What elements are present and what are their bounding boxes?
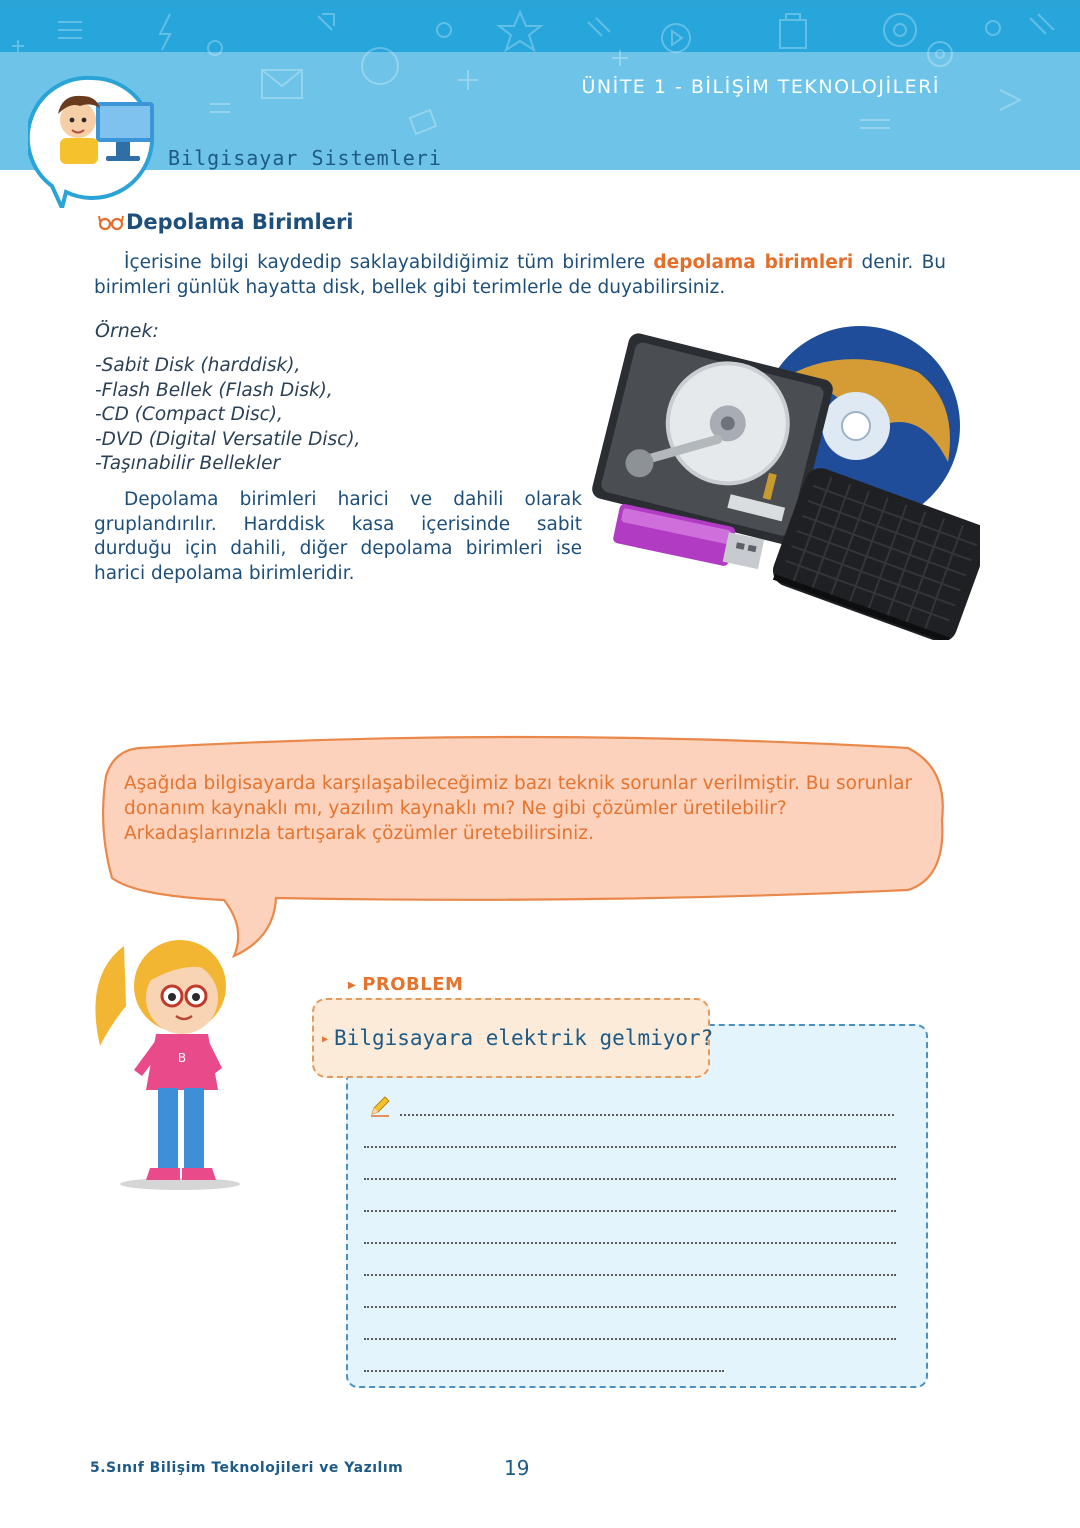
problem-text bbox=[322, 1026, 713, 1050]
list-item: -Sabit Disk (harddisk), bbox=[95, 355, 301, 376]
heading-text: Depolama Birimleri bbox=[126, 210, 354, 234]
answer-line[interactable] bbox=[364, 1178, 896, 1180]
section-title: Bilgisayar Sistemleri bbox=[168, 146, 442, 170]
section-heading bbox=[98, 210, 354, 234]
intro-before: İçerisine bilgi kaydedip saklayabildiğimiz tüm birimlere bbox=[124, 252, 654, 273]
answer-line[interactable] bbox=[364, 1274, 896, 1276]
girl-illustration bbox=[84, 916, 264, 1196]
answer-line[interactable] bbox=[364, 1370, 724, 1372]
example-label: Örnek: bbox=[95, 320, 159, 342]
list-item: -Flash Bellek (Flash Disk), bbox=[95, 379, 333, 401]
pencil-icon bbox=[368, 1094, 392, 1118]
list-item: -Taşınabilir Bellekler bbox=[95, 453, 281, 475]
page-number: 19 bbox=[504, 1456, 530, 1480]
svg-text:B: B bbox=[177, 1051, 187, 1065]
problem-question: Bilgisayara elektrik gelmiyor? bbox=[334, 1026, 714, 1050]
list-item: -DVD (Digital Versatile Disc), bbox=[95, 428, 361, 450]
grouping-paragraph bbox=[94, 488, 582, 587]
list-item: -CD (Compact Disc), bbox=[95, 404, 283, 426]
answer-line[interactable] bbox=[364, 1210, 896, 1212]
triangle-bullet-icon: ▶ bbox=[322, 1034, 329, 1045]
examples-list bbox=[95, 354, 360, 477]
answer-line[interactable] bbox=[364, 1306, 896, 1308]
storage-devices-illustration bbox=[588, 322, 980, 640]
activity-instructions: Aşağıda bilgisayarda karşılaşabileceğimiz bazı teknik sorunlar verilmiştir. Bu sorunlar donanım kaynaklı mı, yazılım kaynaklı mı? Ne gibi çözümler üretilebilir? Arkadaşlarınızla tartışarak çözümler üretebilirsiniz. bbox=[124, 773, 913, 844]
section-logo bbox=[28, 74, 168, 208]
problem-label bbox=[348, 974, 463, 995]
answer-area[interactable] bbox=[346, 1024, 928, 1388]
problem-label-text: PROBLEM bbox=[362, 974, 464, 995]
grouping-text: Depolama birimleri harici ve dahili olarak gruplandırılır. Harddisk kasa içerisinde sabit durduğu için dahili, diğer depolama birimleri ise harici depolama birimleridir. bbox=[94, 489, 582, 585]
footer-book-title: 5.Sınıf Bilişim Teknolojileri ve Yazılım bbox=[90, 1460, 404, 1476]
answer-line[interactable] bbox=[364, 1242, 896, 1244]
intro-paragraph bbox=[94, 250, 946, 300]
triangle-bullet-icon: ▶ bbox=[348, 980, 357, 991]
answer-line[interactable] bbox=[364, 1146, 896, 1148]
intro-after: denir. Bu birimleri günlük hayatta disk, bellek gibi terimlerle de duyabilirsiniz. bbox=[94, 252, 946, 298]
answer-line[interactable] bbox=[364, 1338, 896, 1340]
glasses-icon bbox=[98, 213, 124, 231]
answer-line[interactable] bbox=[400, 1114, 894, 1116]
unit-title: ÜNİTE 1 - BİLİŞİM TEKNOLOJİLERİ bbox=[581, 76, 940, 98]
intro-highlight: depolama birimleri bbox=[653, 252, 854, 273]
